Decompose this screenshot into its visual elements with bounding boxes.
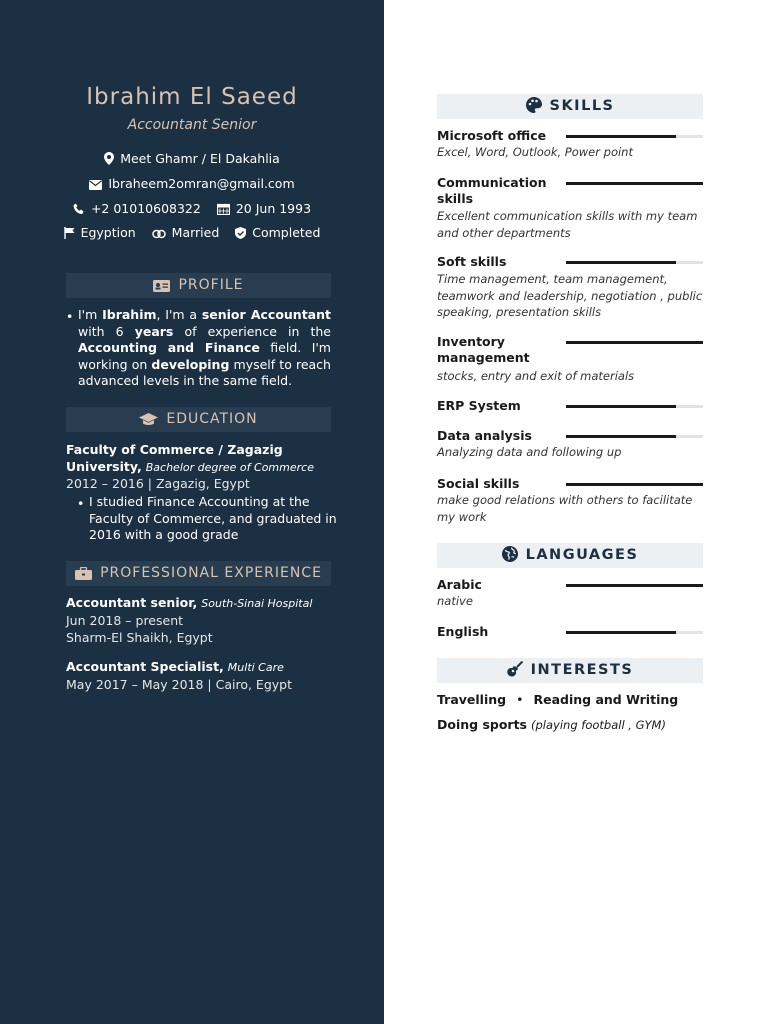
experience-heading [66,561,331,586]
education-bullet: • [77,496,85,511]
candidate-name: Ibrahim El Saeed [86,84,298,110]
contact-row-location [0,151,384,166]
candidate-title: Accountant Senior [127,117,257,133]
contact-row-email [0,176,384,191]
education-school: Faculty of Commerce / Zagazig University, Bachelor degree of Commerce [66,442,314,474]
job-2-dates: May 2017 – May 2018 | Cairo, Egypt [66,677,292,692]
skill-desc: make good relations with others to facilitate my work [437,493,693,524]
rings-icon [152,229,166,239]
skill-bar-fill [566,182,703,185]
languages-heading [437,543,703,568]
job-1-location: Sharm-El Shaikh, Egypt [66,630,213,645]
marital-text: Married [171,225,220,240]
skill-bar-fill [566,261,676,264]
location-text: Meet Ghamr / El Dakahlia [120,151,280,166]
interest-separator: • [516,692,524,707]
briefcase-icon [75,567,92,580]
job-1-dates: Jun 2018 – present [66,613,184,628]
language-name: English [437,624,489,639]
skill-bar [566,135,703,138]
interests-heading-text: INTERESTS [530,662,634,678]
id-card-icon [153,280,170,292]
globe-icon [502,546,518,562]
phone-text: +2 01010608322 [90,201,201,216]
skill-bar-fill [566,405,676,408]
education-dates: 2012 – 2016 | Zagazig, Egypt [66,476,250,491]
interest-item: Travelling [437,692,507,707]
skill-name: Data analysis [437,428,532,443]
shield-check-icon [235,227,246,239]
skill-desc: Time management, team management, teamwork and leadership, negotiation , public speaking, presentation skills [437,272,703,319]
nationality-text: Egyption [80,225,136,240]
location-pin-icon [104,152,114,165]
profile-heading [66,273,331,298]
skill-bar-fill [566,135,676,138]
interest-note: (playing football , GYM) [531,718,666,732]
skill-bar [566,405,703,408]
skill-name: ERP System [437,398,521,413]
guitar-icon [507,661,523,677]
profile-heading-text: PROFILE [178,277,244,293]
palette-icon [526,97,542,113]
skill-bar [566,261,703,264]
skill-name: Soft skills [437,254,507,269]
phone-icon [73,203,85,215]
skill-bar [566,483,703,486]
job-2-title: Accountant Specialist, Multi Care [66,659,284,674]
job-1-title: Accountant senior, South-Sinai Hospital [66,595,313,610]
flag-icon [64,227,75,239]
interest-item: Doing sports [437,717,528,732]
language-desc: native [437,594,473,608]
skill-desc: Excellent communication skills with my team and other departments [437,209,698,240]
skills-heading [437,94,703,119]
education-note: I studied Finance Accounting at the Faculty of Commerce, and graduated in 2016 with a good grade [89,494,337,542]
skill-desc: Analyzing data and following up [437,445,622,459]
education-heading-text: EDUCATION [166,411,258,427]
calendar-icon [217,203,230,215]
birthdate-text: 20 Jun 1993 [235,201,312,216]
graduation-cap-icon [139,413,158,426]
language-bar [566,584,703,587]
military-text: Completed [252,225,321,240]
language-bar [566,631,703,634]
email-icon [89,180,102,190]
profile-bullet: • [66,309,74,324]
language-bar-fill [566,631,676,634]
experience-heading-text: PROFESSIONAL EXPERIENCE [100,565,322,581]
interest-item: Reading and Writing [533,692,679,707]
skill-bar [566,341,703,344]
education-heading [66,407,331,432]
skill-bar [566,182,703,185]
languages-heading-text: LANGUAGES [525,547,639,563]
interests-row-2 [437,717,666,732]
skill-bar [566,435,703,438]
interests-row-1 [437,692,678,707]
skill-desc: stocks, entry and exit of materials [437,369,635,383]
skill-name: Social skills [437,476,520,491]
interests-heading [437,658,703,683]
skill-bar-fill [566,341,703,344]
skill-bar-fill [566,435,676,438]
skills-heading-text: SKILLS [549,98,615,114]
skill-name: Microsoft office [437,128,547,143]
skill-name: Communication skills [437,175,547,206]
language-name: Arabic [437,577,482,592]
email-link[interactable]: Ibraheem2omran@gmail.com [108,176,295,191]
language-bar-fill [566,584,703,587]
skill-desc: Excel, Word, Outlook, Power point [437,145,633,159]
skill-name: Inventory management [437,334,530,365]
contact-row-phone [0,201,384,216]
contact-row-personal [0,225,384,240]
skill-bar-fill [566,483,703,486]
profile-text: I'm Ibrahim, I'm a senior Accountant with 6 years of experience in the Accounting and Finance field. I'm working on developing myself to reach advanced levels in the same field. [78,307,332,388]
